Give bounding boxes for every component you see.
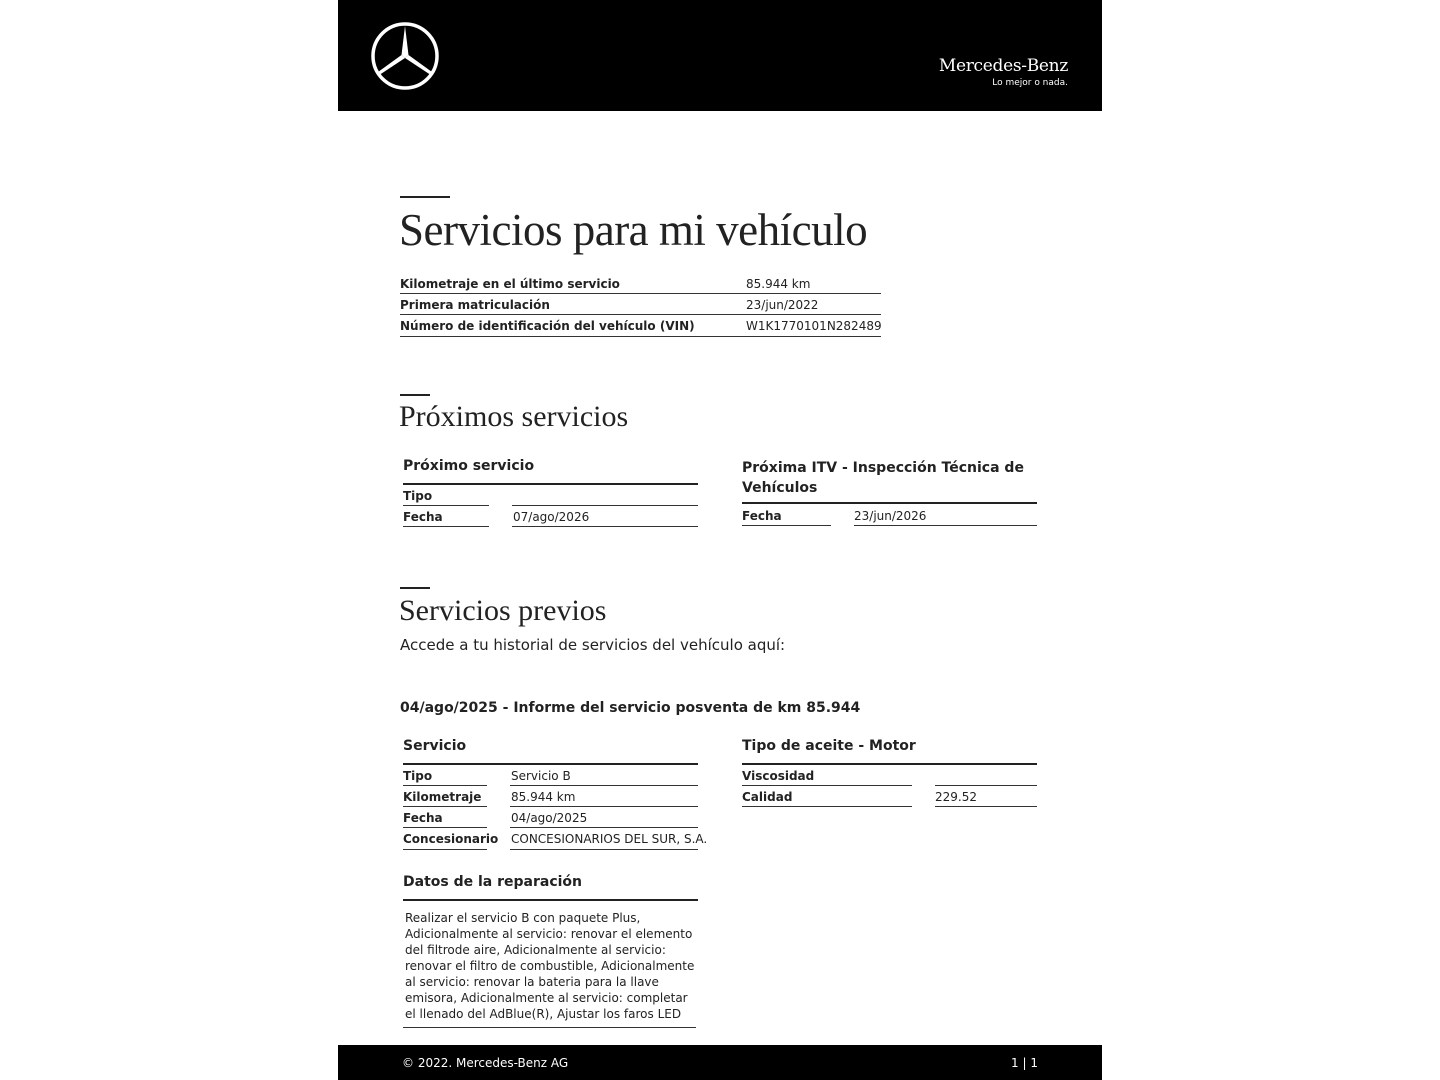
row-divider (935, 785, 1037, 786)
row-divider (403, 785, 487, 786)
row-divider (400, 336, 881, 337)
section-rule (400, 394, 430, 396)
row-divider (854, 525, 1037, 526)
brand-block (939, 55, 1068, 89)
row-divider (403, 827, 487, 828)
footer-copyright: © 2022. Mercedes-Benz AG (402, 1056, 569, 1070)
previous-intro: Accede a tu historial de servicios del vehículo aquí: (400, 636, 786, 654)
previous-heading: Servicios previos (399, 594, 607, 627)
row-divider (403, 505, 489, 506)
footer-bar (338, 1045, 1102, 1080)
row-divider (510, 849, 698, 850)
row-divider (742, 525, 831, 526)
report-title: 04/ago/2025 - Informe del servicio posventa de km 85.944 (400, 700, 861, 716)
page-title: Servicios para mi vehículo (399, 205, 868, 255)
repair-title: Datos de la reparación (403, 874, 582, 890)
document-page (338, 0, 1102, 1080)
row-divider (400, 314, 881, 315)
upcoming-heading: Próximos servicios (399, 400, 629, 433)
field-label: Tipo (403, 489, 433, 503)
row-divider (403, 1027, 696, 1028)
field-label: Fecha (742, 509, 782, 523)
repair-description: Realizar el servicio B con paquete Plus, Adicionalmente al servicio: renovar el elemento del filtrode aire, Adicionalmente al servicio: renovar el filtro de combustible, Adicionalmente al servicio: renovar la bateria para la llave emisora, Adicionalmente al servicio: completar el llenado del AdBlue(R), Ajustar los faros LED (405, 911, 695, 1021)
row-divider (510, 785, 698, 786)
mercedes-star-icon (370, 21, 440, 91)
field-label: Kilometraje (403, 790, 482, 804)
section-divider (403, 899, 698, 901)
row-divider (512, 526, 698, 527)
section-divider (403, 763, 698, 765)
vehicle-info-value: W1K1770101N282489 (746, 319, 882, 333)
section-divider (742, 502, 1037, 504)
title-rule (400, 196, 450, 198)
row-divider (400, 293, 881, 294)
row-divider (510, 806, 698, 807)
row-divider (935, 806, 1037, 807)
field-label: Calidad (742, 790, 793, 804)
page-number: 1 | 1 (1011, 1056, 1038, 1070)
field-label: Fecha (403, 510, 443, 524)
row-divider (403, 849, 487, 850)
header-bar (338, 0, 1102, 111)
row-divider (403, 806, 487, 807)
vehicle-info-label: Kilometraje en el último servicio (400, 277, 620, 291)
field-value: 229.52 (935, 790, 977, 804)
field-label: Tipo (403, 769, 433, 783)
row-divider (510, 827, 698, 828)
oil-title: Tipo de aceite - Motor (742, 738, 916, 754)
row-divider (742, 806, 912, 807)
row-divider (512, 505, 698, 506)
brand-name: Mercedes-Benz (938, 56, 1068, 76)
vehicle-info-value: 85.944 km (746, 277, 811, 291)
field-value: 07/ago/2026 (513, 510, 590, 524)
row-divider (742, 785, 912, 786)
field-value: 85.944 km (511, 790, 576, 804)
field-value: 04/ago/2025 (511, 811, 588, 825)
next-itv-title: Próxima ITV - Inspección Técnica de Vehículos (742, 460, 1024, 496)
row-divider (403, 526, 489, 527)
section-divider (742, 763, 1037, 765)
field-label: Concesionario (403, 832, 499, 846)
next-service-title: Próximo servicio (403, 458, 535, 474)
section-rule (400, 587, 430, 589)
field-value: Servicio B (511, 769, 571, 783)
vehicle-info-value: 23/jun/2022 (746, 298, 819, 312)
vehicle-info-label: Número de identificación del vehículo (VIN) (400, 319, 695, 333)
field-label: Fecha (403, 811, 443, 825)
vehicle-info-label: Primera matriculación (400, 298, 550, 312)
field-value: CONCESIONARIOS DEL SUR, S.A. (511, 832, 708, 846)
field-label: Viscosidad (742, 769, 815, 783)
field-value: 23/jun/2026 (854, 509, 927, 523)
brand-tagline: Lo mejor o nada. (992, 78, 1068, 88)
service-title: Servicio (403, 738, 467, 754)
section-divider (403, 483, 698, 485)
